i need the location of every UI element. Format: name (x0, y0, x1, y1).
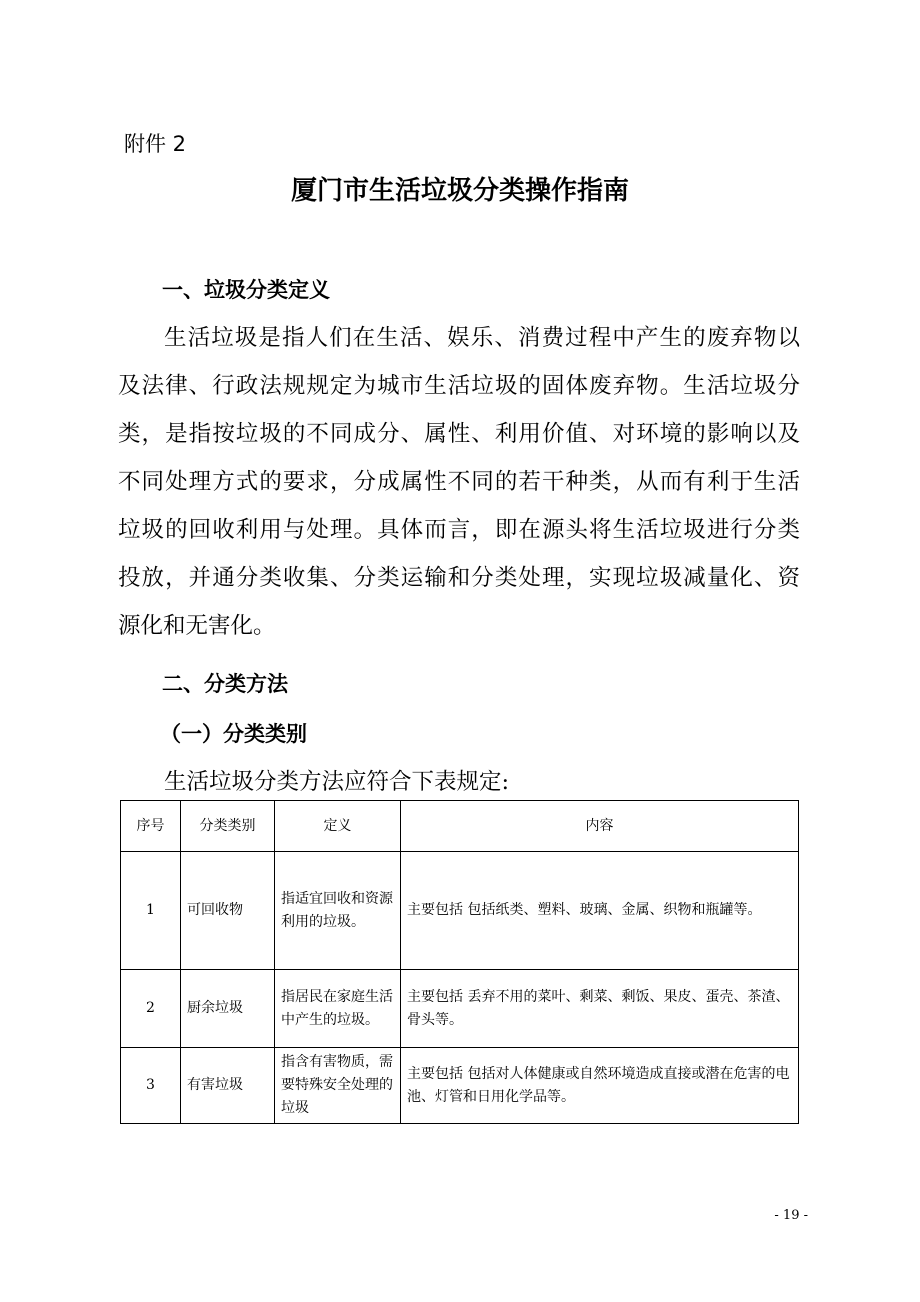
paragraph-line: 类，是指按垃圾的不同成分、属性、利用价值、对环境的影响以及 (118, 421, 800, 447)
table-row (121, 970, 799, 1048)
classification-table (120, 800, 799, 1124)
table-intro: 生活垃圾分类方法应符合下表规定: (164, 769, 510, 795)
paragraph-line: 不同处理方式的要求，分成属性不同的若干种类，从而有利于生活 (118, 469, 800, 495)
cell-category: 有害垃圾 (181, 1048, 275, 1124)
paragraph-line: 生活垃圾是指人们在生活、娱乐、消费过程中产生的废弃物以 (164, 325, 800, 351)
table-header-row (121, 801, 799, 852)
cell-content: 主要包括 包括纸类、塑料、玻璃、金属、织物和瓶罐等。 (401, 852, 799, 970)
cell-category: 厨余垃圾 (181, 970, 275, 1048)
attachment-label: 附件 2 (124, 132, 187, 156)
header-cell: 内容 (401, 801, 799, 852)
header-cell: 序号 (121, 801, 181, 852)
paragraph-line: 垃圾的回收利用与处理。具体而言，即在源头将生活垃圾进行分类 (118, 517, 800, 543)
table-row (121, 1048, 799, 1124)
page-title: 厦门市生活垃圾分类操作指南 (290, 176, 629, 206)
cell-index: 3 (121, 1048, 181, 1124)
cell-index: 1 (121, 852, 181, 970)
cell-category: 可回收物 (181, 852, 275, 970)
cell-definition: 指含有害物质，需要特殊安全处理的垃圾 (275, 1048, 401, 1124)
section-heading-definition: 一、垃圾分类定义 (162, 278, 330, 302)
cell-definition: 指居民在家庭生活中产生的垃圾。 (275, 970, 401, 1048)
cell-content: 主要包括 丢弃不用的菜叶、剩菜、剩饭、果皮、蛋壳、茶渣、骨头等。 (401, 970, 799, 1048)
paragraph-line: 投放，并通分类收集、分类运输和分类处理，实现垃圾减量化、资 (118, 565, 800, 591)
subsection-heading: （一）分类类别 (160, 722, 307, 746)
table-row (121, 852, 799, 970)
cell-index: 2 (121, 970, 181, 1048)
page-number: - 19 - (774, 1208, 808, 1223)
header-cell: 分类类别 (181, 801, 275, 852)
cell-content: 主要包括 包括对人体健康或自然环境造成直接或潜在危害的电池、灯管和日用化学品等。 (401, 1048, 799, 1124)
cell-definition: 指适宜回收和资源利用的垃圾。 (275, 852, 401, 970)
paragraph-line: 源化和无害化。 (118, 613, 276, 639)
section-heading-methods: 二、分类方法 (162, 672, 288, 696)
paragraph-line: 及法律、行政法规规定为城市生活垃圾的固体废弃物。生活垃圾分 (118, 373, 800, 399)
header-cell: 定义 (275, 801, 401, 852)
